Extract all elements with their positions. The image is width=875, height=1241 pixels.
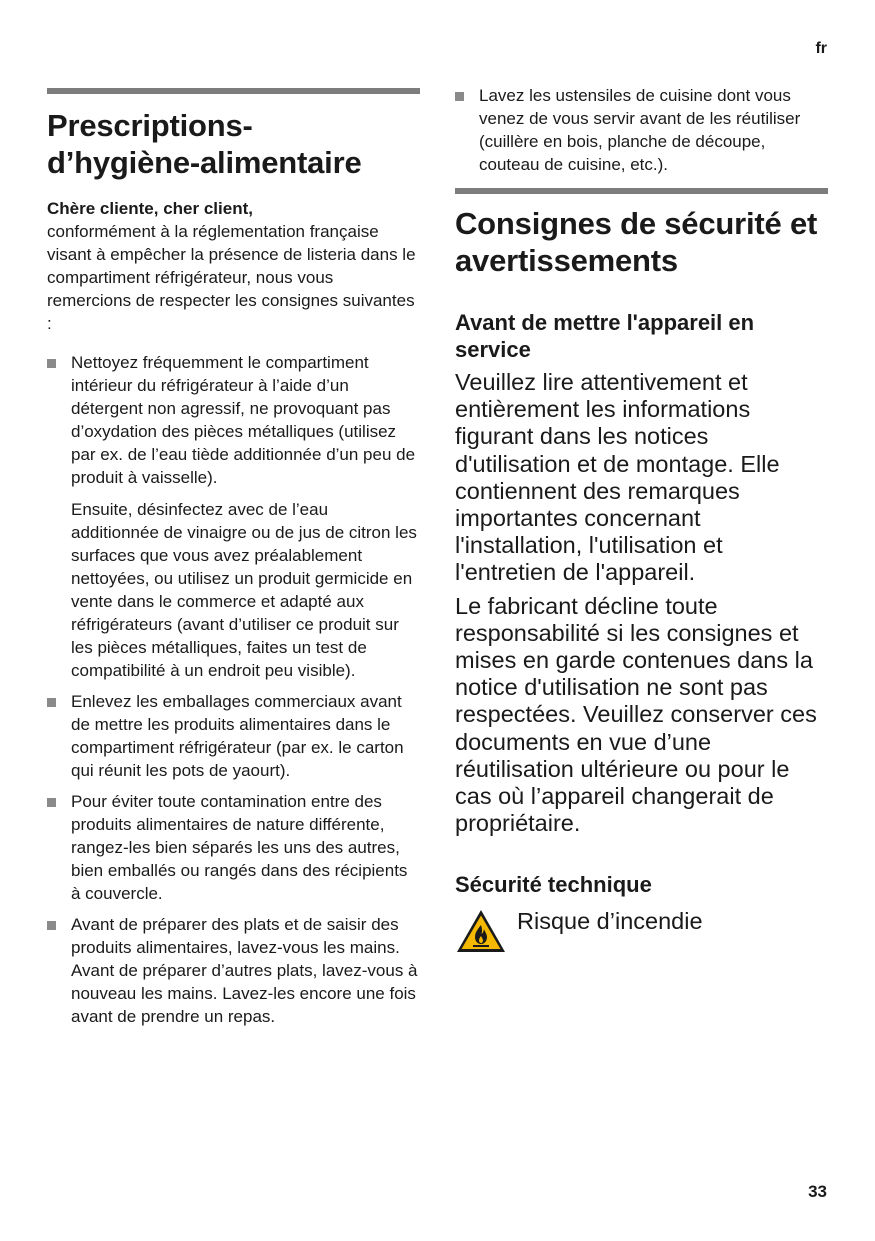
list-item bbox=[455, 84, 828, 176]
intro-paragraph: conformément à la réglementation française visant à empêcher la présence de listeria dans le compartiment réfrigérateur, nous vous remercions de respecter les consignes suivantes : bbox=[47, 222, 416, 333]
list-item bbox=[47, 790, 420, 905]
section-rule bbox=[47, 88, 420, 94]
bullet-square-icon bbox=[47, 359, 56, 368]
bullet-square-icon bbox=[47, 921, 56, 930]
section-rule bbox=[455, 188, 828, 194]
list-item-text: Pour éviter toute contamination entre des produits alimentaires de nature différente, rangez-les bien séparés les uns des autres, bien emballés ou rangés dans des récipients à couvercle. bbox=[71, 792, 408, 903]
list-item-text: Enlevez les emballages commerciaux avant de mettre les produits alimentaires dans le compartiment réfrigérateur (par ex. le carton qui réunit les pots de yaourt). bbox=[71, 692, 404, 780]
list-item-continuation: Ensuite, désinfectez avec de l’eau additionnée de vinaigre ou de jus de citron les surfaces que vous avez préalablement nettoyées, ou utilisez un produit germicide en vente dans le commerce et adapté aux réfrigérateurs (avant d’utiliser ce produit sur les pièces métalliques, faites un test de compatibilité à un endroit peu visible). bbox=[71, 500, 417, 680]
bullet-square-icon bbox=[47, 698, 56, 707]
list-item-text: Nettoyez fréquemment le compartiment intérieur du réfrigérateur à l’aide d’un détergent non agressif, ne provoquant pas d’oxydation des pièces métalliques (utilisez par ex. de l’eau tiède additionnée d’un peu de produit à vaisselle). bbox=[71, 353, 416, 487]
list-item-text: Lavez les ustensiles de cuisine dont vous venez de vous servir avant de les réutiliser (cuillère en bois, planche de découpe, couteau de cuisine, etc.). bbox=[479, 86, 801, 174]
left-column bbox=[47, 88, 420, 1036]
utensils-list bbox=[455, 84, 828, 176]
bullet-square-icon bbox=[455, 92, 464, 101]
subheading-before-use: Avant de mettre l'appareil en service bbox=[455, 310, 755, 362]
fire-warning-icon bbox=[455, 908, 507, 954]
hygiene-list bbox=[47, 351, 420, 1028]
right-column bbox=[455, 84, 828, 954]
list-item bbox=[47, 913, 420, 1028]
fire-warning bbox=[455, 908, 828, 954]
language-tag: fr bbox=[815, 40, 827, 57]
warning-text: Risque d’incendie bbox=[517, 908, 703, 935]
page-number: 33 bbox=[808, 1182, 827, 1201]
list-item bbox=[47, 351, 420, 682]
paragraph-liability: Le fabricant décline toute responsabilité si les consignes et mises en garde contenues dans la notice d'utilisation ne sont pas respectées. Veuillez conserver ces documents en vue d’une réutilisation ultérieure ou pour le cas où l’appareil changerait de propriétaire. bbox=[455, 592, 817, 837]
section-title-hygiene: Prescriptions- d’hygiène-alimentaire bbox=[47, 108, 362, 180]
list-item bbox=[47, 690, 420, 782]
list-item-text: Avant de préparer des plats et de saisir des produits alimentaires, lavez-vous les mains. Avant de préparer d’autres plats, lavez-vous à nouveau les mains. Lavez-les encore une fois avant de prendre un repas. bbox=[71, 915, 418, 1026]
greeting: Chère cliente, cher client, bbox=[47, 199, 253, 218]
paragraph-read-instructions: Veuillez lire attentivement et entièrement les informations figurant dans les notices d'utilisation et de montage. Elle contiennent des remarques importantes concernant l'installation, l'utilisation et l'entretien de l'appareil. bbox=[455, 369, 780, 586]
bullet-square-icon bbox=[47, 798, 56, 807]
section-title-safety: Consignes de sécurité et avertissements bbox=[455, 206, 818, 278]
subheading-technical-safety: Sécurité technique bbox=[455, 872, 652, 898]
